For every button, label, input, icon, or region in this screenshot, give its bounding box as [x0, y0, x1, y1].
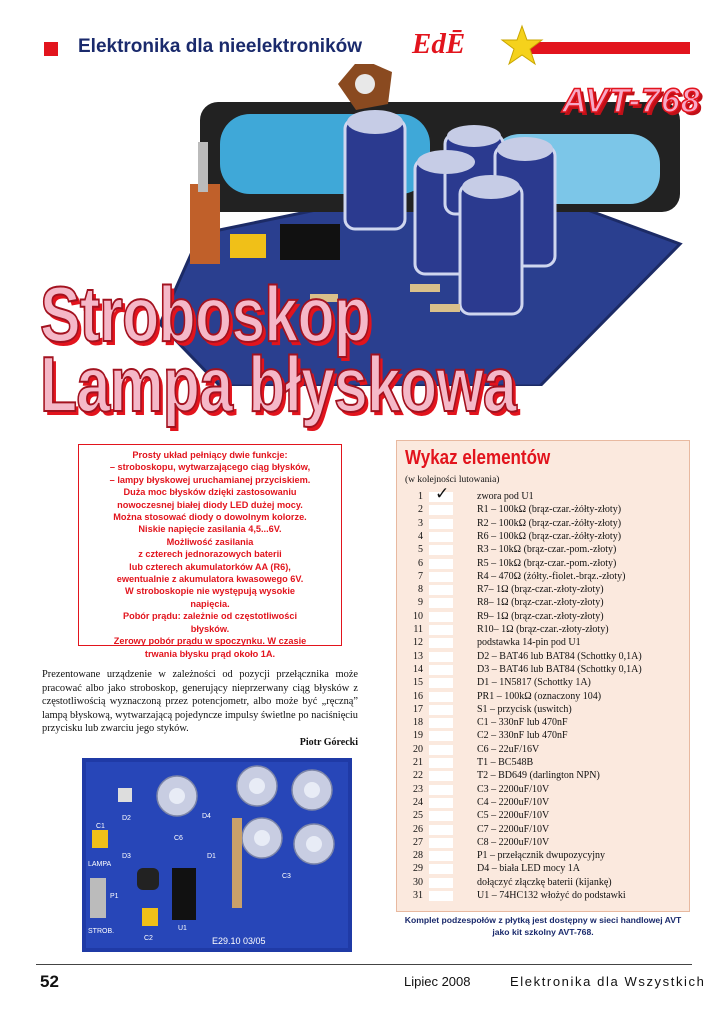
footer-rule — [36, 964, 692, 965]
parts-row-number: 21 — [413, 757, 423, 768]
intro-line: W stroboskopie nie występują wysokie — [124, 586, 295, 597]
parts-row-number: 15 — [413, 677, 423, 689]
star-icon — [500, 24, 544, 68]
parts-checkbox[interactable] — [429, 851, 453, 861]
parts-row-number: 26 — [413, 823, 423, 835]
intro-line: lub czterech akumulatorków AA (R6), — [129, 561, 291, 572]
parts-row-number: 30 — [413, 876, 423, 888]
parts-row — [397, 730, 691, 743]
parts-row-text: dołączyć złączkę baterii (kijankę) — [477, 876, 612, 888]
parts-row — [397, 744, 691, 757]
parts-checkbox[interactable] — [429, 705, 453, 715]
parts-checkbox[interactable] — [429, 771, 453, 781]
parts-checkbox[interactable] — [429, 519, 453, 529]
parts-row-text: R5 – 10kΩ (brąz-czar.-pom.-złoty) — [477, 557, 617, 569]
pcb-photo — [82, 758, 352, 952]
parts-row-text: C3 – 2200uF/10V — [477, 783, 550, 795]
pcb-label-p1: P1 — [110, 893, 119, 900]
page-number: 52 — [40, 972, 59, 991]
pcb-label-u1: U1 — [178, 925, 187, 932]
parts-row-text: R2 – 100kΩ (brąz-czar.-żółty-złoty) — [477, 517, 622, 529]
parts-row — [397, 704, 691, 717]
pcb-label-c3: C3 — [282, 873, 291, 880]
parts-checkbox[interactable] — [429, 625, 453, 635]
parts-row — [397, 484, 691, 504]
parts-row — [397, 624, 691, 637]
checkmark-icon: ✓ — [435, 484, 450, 504]
parts-row-text: R3 – 10kΩ (brąz-czar.-pom.-złoty) — [477, 544, 617, 556]
parts-row-number: 28 — [413, 850, 423, 862]
parts-checkbox[interactable] — [429, 731, 453, 741]
parts-row — [397, 797, 691, 810]
parts-row — [397, 611, 691, 624]
parts-row-text: C5 – 2200uF/10V — [477, 810, 550, 822]
intro-line: Pobór prądu: zależnie od częstotliwości — [122, 611, 298, 622]
parts-row-number: 2 — [418, 504, 423, 516]
parts-row-text: C4 – 2200uF/10V — [477, 796, 550, 808]
issue-date: Lipiec 2008 — [404, 974, 471, 989]
pcb-label-lampa: LAMPA — [88, 861, 112, 868]
parts-row — [397, 518, 691, 531]
parts-row — [397, 863, 691, 876]
parts-row — [397, 784, 691, 797]
parts-row-number: 7 — [418, 570, 423, 582]
parts-row — [397, 824, 691, 837]
kit-note — [398, 914, 688, 938]
parts-row-number: 23 — [413, 783, 423, 795]
parts-row-number: 27 — [413, 836, 423, 848]
parts-row-text: C1 – 330nF lub 470nF — [477, 717, 568, 729]
parts-row-number: 13 — [413, 650, 423, 662]
parts-row-number: 6 — [418, 557, 423, 569]
parts-row-text: C6 – 22uF/16V — [477, 743, 540, 755]
parts-row — [397, 810, 691, 823]
intro-line: – lampy błyskowej uruchamianej przyciskiem. — [109, 474, 311, 485]
parts-row-number: 10 — [413, 610, 423, 622]
parts-row-number: 12 — [413, 637, 423, 649]
parts-row-text: P1 – przełącznik dwupozycyjny — [477, 850, 606, 862]
parts-checkbox[interactable] — [429, 798, 453, 808]
parts-checkbox[interactable] — [429, 545, 453, 555]
parts-row-number: 20 — [413, 743, 423, 755]
parts-row — [397, 584, 691, 597]
parts-row-text: podstawka 14-pin pod U1 — [477, 637, 581, 649]
kit-note-line-2: jako kit szkolny AVT-768. — [492, 927, 594, 937]
project-code: AVT-768 — [562, 82, 701, 120]
parts-row-text: U1 – 74HC132 włożyć do podstawki — [477, 890, 626, 901]
parts-list — [396, 440, 690, 912]
parts-row-number: 9 — [418, 597, 423, 609]
pcb-label-c2: C2 — [144, 935, 153, 942]
lead-paragraph — [42, 668, 358, 736]
parts-title: Wykaz elementów — [405, 447, 551, 469]
parts-checkbox[interactable] — [429, 825, 453, 835]
parts-row-text: D1 – 1N5817 (Schottky 1A) — [477, 677, 591, 689]
parts-row-number: 4 — [418, 530, 423, 542]
intro-line: Można stosować diody o dowolnym kolorze. — [113, 512, 307, 523]
parts-row-number: 14 — [413, 663, 423, 675]
parts-row — [397, 717, 691, 730]
parts-checkbox[interactable] — [429, 532, 453, 542]
pcb-label-d4: D4 — [202, 813, 211, 820]
magazine-name: Elektronika dla Wszystkich — [510, 974, 706, 989]
parts-row — [397, 691, 691, 704]
parts-row-text: D2 – BAT46 lub BAT84 (Schottky 0,1A) — [477, 650, 642, 662]
intro-line: napięcia. — [190, 598, 230, 609]
parts-row-number: 29 — [413, 863, 423, 875]
intro-line: Duża moc błysków dzięki zastosowaniu — [123, 487, 297, 498]
pcb-label-d1: D1 — [207, 853, 216, 860]
parts-checkbox[interactable] — [429, 838, 453, 848]
parts-row-number: 17 — [413, 703, 423, 715]
pcb-label-d2: D2 — [122, 815, 131, 822]
parts-row — [397, 531, 691, 544]
parts-row — [397, 504, 691, 517]
parts-checkbox[interactable] — [429, 745, 453, 755]
parts-checkbox[interactable] — [429, 891, 453, 901]
parts-row-text: T2 – BD649 (darlington NPN) — [477, 770, 600, 782]
parts-row — [397, 597, 691, 610]
intro-line: z czterech jednorazowych baterii — [138, 549, 282, 560]
kit-note-line-1: Komplet podzespołów z płytką jest dostępny w sieci handlowej AVT — [404, 915, 682, 925]
parts-checkbox[interactable] — [429, 505, 453, 515]
title-line-2: Lampa błyskowa — [40, 340, 516, 428]
pcb-label-board-id: E29.10 03/05 — [212, 936, 266, 946]
intro-line: błysków. — [190, 623, 230, 634]
parts-row-number: 18 — [413, 717, 423, 729]
parts-row — [397, 651, 691, 664]
parts-row — [397, 637, 691, 650]
parts-checkbox[interactable] — [429, 758, 453, 768]
parts-row-text: PR1 – 100kΩ (oznaczony 104) — [477, 690, 602, 702]
parts-row-text: C2 – 330nF lub 470nF — [477, 730, 568, 742]
parts-row-text: T1 – BC548B — [477, 757, 534, 768]
parts-row — [397, 757, 691, 770]
parts-row-number: 25 — [413, 810, 423, 822]
section-title: Elektronika dla nieelektroników — [78, 36, 363, 57]
parts-row — [397, 558, 691, 571]
parts-row — [397, 877, 691, 890]
parts-row — [397, 544, 691, 557]
parts-checkbox[interactable] — [429, 598, 453, 608]
parts-row-number: 31 — [413, 890, 423, 901]
parts-row-text: zwora pod U1 — [477, 491, 534, 502]
parts-checkbox[interactable] — [429, 864, 453, 874]
parts-row-number: 22 — [413, 770, 423, 782]
intro-line: Zerowy pobór prądu w spoczynku. W czasie — [113, 636, 307, 647]
intro-line: Niskie napięcie zasilania 4,5...6V. — [138, 524, 282, 535]
parts-row-text: D4 – biała LED mocy 1A — [477, 863, 581, 875]
parts-row-text: S1 – przycisk (uswitch) — [477, 703, 572, 715]
pcb-label-c6: C6 — [174, 835, 183, 842]
intro-line: ewentualnie z akumulatora kwasowego 6V. — [116, 574, 304, 585]
parts-row-number: 19 — [413, 730, 423, 742]
parts-row-text: R9– 1Ω (brąz-czar.-złoty-złoty) — [477, 610, 604, 622]
edw-logo: EdĒ — [412, 28, 466, 60]
header-red-square — [44, 42, 58, 56]
parts-row-text: R1 – 100kΩ (brąz-czar.-żółty-złoty) — [477, 504, 622, 516]
parts-checkbox[interactable] — [429, 572, 453, 582]
intro-line: trwania błysku prąd około 1A. — [144, 648, 276, 659]
parts-subtitle: (w kolejności lutowania) — [405, 475, 500, 485]
pcb-label-c1: C1 — [96, 823, 105, 830]
parts-row — [397, 677, 691, 690]
author: Piotr Górecki — [299, 737, 358, 748]
parts-row-text: R7– 1Ω (brąz-czar.-złoty-złoty) — [477, 584, 604, 596]
parts-row-number: 11 — [413, 624, 423, 635]
parts-checkbox[interactable] — [429, 811, 453, 821]
parts-row-number: 24 — [413, 796, 423, 808]
parts-row-text: R10– 1Ω (brąz-czar.-złoty-złoty) — [477, 624, 609, 635]
parts-checkbox[interactable] — [429, 878, 453, 888]
parts-row-text: C8 – 2200uF/10V — [477, 836, 550, 848]
parts-checkbox[interactable] — [429, 678, 453, 688]
parts-row — [397, 837, 691, 850]
parts-checkbox[interactable] — [429, 638, 453, 648]
parts-checkbox[interactable] — [429, 785, 453, 795]
intro-box — [78, 444, 342, 659]
intro-line: Możliwość zasilania — [166, 536, 254, 547]
parts-row — [397, 664, 691, 677]
parts-row-number: 1 — [418, 491, 423, 502]
parts-row-text: C7 – 2200uF/10V — [477, 823, 550, 835]
parts-row-number: 3 — [418, 517, 423, 529]
pcb-label-d3: D3 — [122, 853, 131, 860]
intro-line: – stroboskopu, wytwarzającego ciąg błysków, — [109, 462, 311, 473]
parts-row — [397, 571, 691, 584]
parts-row-number: 16 — [413, 690, 423, 702]
parts-row-text: D3 – BAT46 lub BAT84 (Schottky 0,1A) — [477, 663, 642, 675]
parts-checkbox[interactable] — [429, 559, 453, 569]
parts-checkbox[interactable] — [429, 692, 453, 702]
pcb-label-strob: STROB. — [88, 928, 115, 935]
title-line-1: Stroboskop — [40, 270, 371, 358]
parts-row — [397, 890, 691, 903]
parts-checkbox[interactable] — [429, 652, 453, 662]
parts-row-text: R8– 1Ω (brąz-czar.-złoty-złoty) — [477, 597, 604, 609]
parts-checkbox[interactable] — [429, 665, 453, 675]
intro-line: Prosty układ pełniący dwie funkcje: — [132, 450, 288, 460]
parts-row-text: R6 – 100kΩ (brąz-czar.-żółty-złoty) — [477, 530, 622, 542]
parts-checkbox[interactable] — [429, 585, 453, 595]
parts-row-text: R4 – 470Ω (żółty.-fiolet.-brąz.-złoty) — [477, 570, 626, 582]
parts-row-number: 8 — [418, 584, 423, 596]
parts-row — [397, 850, 691, 863]
intro-line: nowoczesnej białej diody LED dużej mocy. — [117, 499, 303, 510]
parts-row — [397, 770, 691, 783]
lead-text: Prezentowane urządzenie w zależności od pozycji przełącznika może pracować albo jako stroboskop, generujący nieprzerwany ciąg błysków z częstotliwością wyznaczoną przez potencjometr, albo może być „ręczną” lampą błyskową, wytwarzającą pojedyncze impulsy świetlne po naciśnięciu przycisku lub zwarciu jego styków. — [42, 669, 358, 735]
parts-checkbox[interactable] — [429, 612, 453, 622]
parts-checkbox[interactable] — [429, 718, 453, 728]
parts-row-number: 5 — [418, 544, 423, 556]
